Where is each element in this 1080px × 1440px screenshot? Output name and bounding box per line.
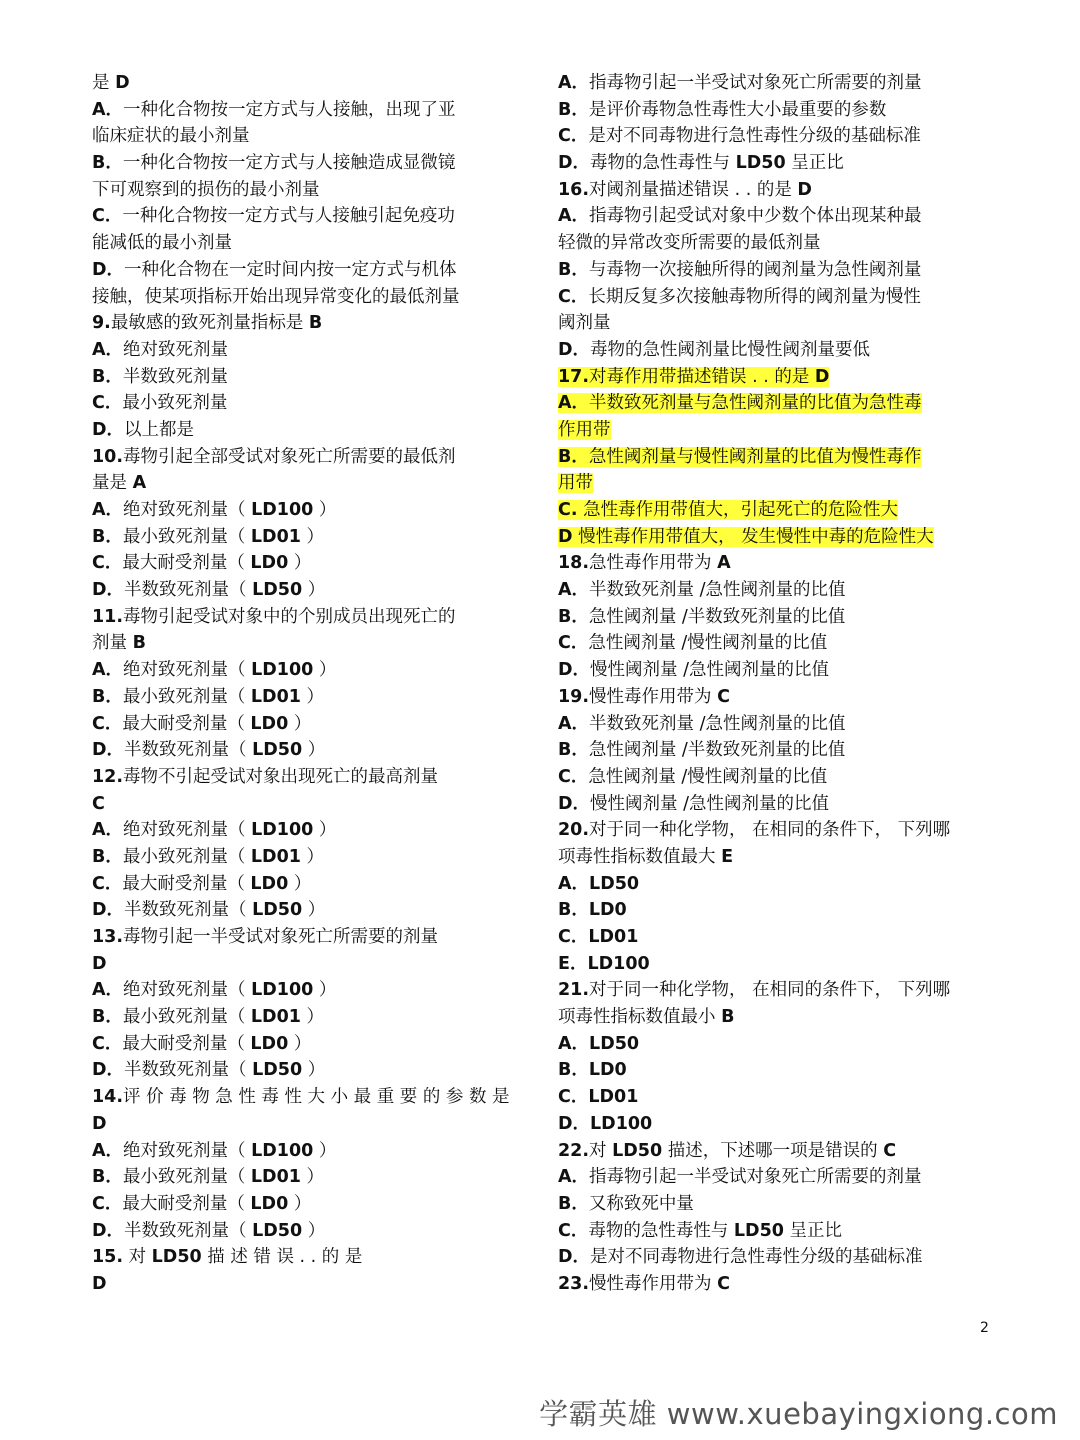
- text-line: [558, 630, 988, 657]
- text-line-content: B．急性阈剂量与慢性阈剂量的比值为慢性毒作: [558, 446, 922, 467]
- text-line-content: 阈剂量: [558, 313, 611, 334]
- text-line-content: B．最小致死剂量（ LD01 ）: [92, 1007, 325, 1028]
- text-line: [92, 1084, 522, 1111]
- text-line-content: C．最大耐受剂量（ LD0 ）: [92, 873, 312, 894]
- text-line: [558, 791, 988, 818]
- text-line-content: A．半数致死剂量 /急性阈剂量的比值: [558, 580, 846, 601]
- text-line-content: D: [92, 953, 107, 974]
- text-line: [558, 444, 988, 471]
- text-line-content: D．一种化合物在一定时间内按一定方式与机体: [92, 259, 457, 280]
- text-line: [558, 684, 988, 711]
- text-line: [558, 123, 988, 150]
- text-line: [558, 337, 988, 364]
- text-line: [558, 1111, 988, 1138]
- right-column: [558, 70, 988, 1298]
- text-line-content: C．LD01: [558, 927, 639, 947]
- text-line-content: A．绝对致死剂量（ LD100 ）: [92, 1140, 337, 1161]
- text-line: [558, 577, 988, 604]
- text-line-content: D: [92, 1113, 107, 1134]
- text-line: [558, 497, 988, 524]
- text-line: [92, 577, 522, 604]
- text-line-content: 14.评 价 毒 物 急 性 毒 性 大 小 最 重 要 的 参 数 是: [92, 1087, 510, 1108]
- text-line-content: A．绝对致死剂量（ LD100 ）: [92, 500, 337, 520]
- text-line-content: B．最小致死剂量（ LD01 ）: [92, 846, 325, 867]
- text-line-content: A．绝对致死剂量: [92, 339, 229, 360]
- text-line-content: C．最大耐受剂量（ LD0 ）: [92, 553, 312, 574]
- text-line: [92, 310, 522, 337]
- text-line: [558, 230, 988, 257]
- text-line-content: 下可观察到的损伤的最小剂量: [92, 179, 320, 200]
- text-line-content: D．半数致死剂量（ LD50 ）: [92, 1060, 326, 1081]
- text-line: [92, 844, 522, 871]
- text-line: [92, 977, 522, 1004]
- text-line-content: A．LD50: [558, 873, 640, 894]
- text-line-content: 剂量 B: [92, 633, 146, 654]
- watermark: 学霸英雄 www.xuebayingxiong.com: [539, 1397, 1058, 1431]
- text-line: [558, 897, 988, 924]
- text-line: [92, 524, 522, 551]
- text-line: [558, 177, 988, 204]
- text-line-content: C．急性阈剂量 /慢性阈剂量的比值: [558, 766, 828, 787]
- text-line: [92, 1244, 522, 1271]
- text-line-content: A．一种化合物按一定方式与人接触，出现了亚: [92, 99, 456, 120]
- text-line-content: B．是评价毒物急性毒性大小最重要的参数: [558, 99, 887, 120]
- text-line: [558, 977, 988, 1004]
- text-line-content: 22.对 LD50 描述，下述哪一项是错误的 C: [558, 1140, 897, 1161]
- text-line: [558, 1191, 988, 1218]
- text-line: [558, 1057, 988, 1084]
- text-line: [558, 364, 988, 391]
- text-line-content: D．以上都是: [92, 419, 195, 440]
- text-line: [92, 97, 522, 124]
- text-line-content: 15. 对 LD50 描 述 错 误 . . 的 是: [92, 1247, 363, 1268]
- text-line-content: D．毒物的急性阈剂量比慢性阈剂量要低: [558, 339, 871, 360]
- text-line-content: 21.对于同一种化学物， 在相同的条件下， 下列哪: [558, 980, 951, 1001]
- text-line-content: B．最小致死剂量（ LD01 ）: [92, 526, 325, 547]
- text-line-content: 10.毒物引起全部受试对象死亡所需要的最低剂: [92, 446, 456, 467]
- text-line: [558, 1031, 988, 1058]
- text-line: [92, 470, 522, 497]
- text-line-content: B．急性阈剂量 /半数致死剂量的比值: [558, 740, 846, 761]
- text-line: [558, 1244, 988, 1271]
- text-line-content: 20.对于同一种化学物， 在相同的条件下， 下列哪: [558, 820, 951, 841]
- text-line: [558, 657, 988, 684]
- text-line: [558, 951, 988, 978]
- text-line: [558, 310, 988, 337]
- text-line: [92, 711, 522, 738]
- text-line-content: C．LD01: [558, 1087, 639, 1108]
- text-line: [558, 764, 988, 791]
- text-line-content: C: [92, 793, 105, 814]
- page-number: 2: [980, 1320, 989, 1336]
- text-line-content: D．半数致死剂量（ LD50 ）: [92, 580, 326, 601]
- text-line: [92, 791, 522, 818]
- text-line-content: D．半数致死剂量（ LD50 ）: [92, 900, 326, 921]
- text-line: [92, 177, 522, 204]
- text-line-content: 项毒性指标数值最小 B: [558, 1007, 735, 1028]
- text-line-content: C．急性阈剂量 /慢性阈剂量的比值: [558, 633, 828, 654]
- text-line-content: 接触，使某项指标开始出现异常变化的最低剂量: [92, 286, 460, 307]
- text-line: [558, 737, 988, 764]
- text-line: [558, 417, 988, 444]
- text-line-content: D．毒物的急性毒性与 LD50 呈正比: [558, 153, 844, 174]
- text-line-content: 量是 A: [92, 473, 147, 494]
- text-line: [558, 1164, 988, 1191]
- text-line-content: 12.毒物不引起受试对象出现死亡的最高剂量: [92, 766, 439, 787]
- text-line-content: B．一种化合物按一定方式与人接触造成显微镜: [92, 153, 456, 174]
- text-line: [558, 257, 988, 284]
- text-line-content: A．指毒物引起一半受试对象死亡所需要的剂量: [558, 1167, 922, 1188]
- text-line-content: 11.毒物引起受试对象中的个别成员出现死亡的: [92, 606, 456, 627]
- text-line: [558, 390, 988, 417]
- text-line: [92, 1191, 522, 1218]
- text-line: [92, 417, 522, 444]
- text-line: [92, 684, 522, 711]
- text-line-content: B．与毒物一次接触所得的阈剂量为急性阈剂量: [558, 259, 922, 280]
- text-line-content: A．绝对致死剂量（ LD100 ）: [92, 820, 337, 841]
- text-line: [92, 1031, 522, 1058]
- text-line: [558, 524, 988, 551]
- text-line-content: B．最小致死剂量（ LD01 ）: [92, 1167, 325, 1188]
- text-line: [92, 1138, 522, 1165]
- text-line-content: C．最大耐受剂量（ LD0 ）: [92, 1033, 312, 1054]
- text-line: [558, 871, 988, 898]
- text-line: [92, 604, 522, 631]
- text-line: [92, 1218, 522, 1245]
- text-line: [92, 1004, 522, 1031]
- text-line: [92, 657, 522, 684]
- text-line-content: D．慢性阈剂量 /急性阈剂量的比值: [558, 793, 829, 814]
- text-line-content: D 慢性毒作用带值大， 发生慢性中毒的危险性大: [558, 526, 934, 547]
- text-line: [558, 1218, 988, 1245]
- text-line: [558, 711, 988, 738]
- text-line: [92, 284, 522, 311]
- text-line: [92, 257, 522, 284]
- text-line: [92, 764, 522, 791]
- text-line-content: C．毒物的急性毒性与 LD50 呈正比: [558, 1220, 843, 1241]
- text-line-content: B．急性阈剂量 /半数致死剂量的比值: [558, 606, 846, 627]
- text-line-content: 用带: [558, 473, 593, 494]
- text-line-content: D．半数致死剂量（ LD50 ）: [92, 1220, 326, 1241]
- text-line-content: C．是对不同毒物进行急性毒性分级的基础标准: [558, 126, 921, 147]
- text-line-content: B．LD0: [558, 1060, 627, 1081]
- text-line: [92, 497, 522, 524]
- text-line-content: 17.对毒作用带描述错误 . . 的是 D: [558, 366, 830, 387]
- text-line: [92, 123, 522, 150]
- text-line-content: C. 急性毒作用带值大，引起死亡的危险性大: [558, 500, 899, 520]
- text-line-content: 23.慢性毒作用带为 C: [558, 1273, 730, 1294]
- text-line-content: 是 D: [92, 73, 130, 93]
- text-line-content: 临床症状的最小剂量: [92, 126, 250, 147]
- text-line: [92, 897, 522, 924]
- text-line: [92, 871, 522, 898]
- text-line: [558, 1138, 988, 1165]
- text-line-content: B．最小致死剂量（ LD01 ）: [92, 686, 325, 707]
- text-line-content: B．半数致死剂量: [92, 366, 228, 387]
- text-line-content: A．绝对致死剂量（ LD100 ）: [92, 660, 337, 681]
- text-line: [92, 550, 522, 577]
- text-line-content: A．LD50: [558, 1033, 640, 1054]
- text-line-content: 13.毒物引起一半受试对象死亡所需要的剂量: [92, 927, 439, 947]
- text-line-content: C．最小致死剂量: [92, 393, 228, 414]
- text-line: [92, 951, 522, 978]
- text-line-content: B．又称致死中量: [558, 1193, 694, 1214]
- text-line: [558, 203, 988, 230]
- text-line: [92, 70, 522, 97]
- text-line-content: 19.慢性毒作用带为 C: [558, 686, 730, 707]
- text-line-content: B．LD0: [558, 900, 627, 921]
- text-line: [92, 630, 522, 657]
- text-line-content: 作用带: [558, 419, 611, 440]
- text-line: [558, 550, 988, 577]
- text-line-content: D．LD100: [558, 1113, 653, 1134]
- text-line-content: C．长期反复多次接触毒物所得的阈剂量为慢性: [558, 286, 921, 307]
- text-line: [558, 844, 988, 871]
- text-line: [92, 924, 522, 951]
- text-line: [92, 390, 522, 417]
- text-line: [92, 737, 522, 764]
- text-line-content: A．半数致死剂量与急性阈剂量的比值为急性毒: [558, 393, 922, 414]
- text-line: [92, 817, 522, 844]
- text-line: [558, 470, 988, 497]
- text-line: [92, 1111, 522, 1138]
- text-line: [92, 1164, 522, 1191]
- text-line-content: A．半数致死剂量 /急性阈剂量的比值: [558, 713, 846, 734]
- text-line: [558, 150, 988, 177]
- text-line-content: D．慢性阈剂量 /急性阈剂量的比值: [558, 660, 829, 681]
- text-line: [92, 1057, 522, 1084]
- text-line-content: A．指毒物引起一半受试对象死亡所需要的剂量: [558, 73, 922, 93]
- text-line-content: A．指毒物引起受试对象中少数个体出现某种最: [558, 206, 922, 227]
- text-line-content: E．LD100: [558, 953, 650, 974]
- text-line: [92, 203, 522, 230]
- left-column: [92, 70, 522, 1298]
- text-line-content: 16.对阈剂量描述错误 . . 的是 D: [558, 179, 812, 200]
- text-line-content: 项毒性指标数值最大 E: [558, 846, 734, 867]
- text-line: [558, 924, 988, 951]
- text-line-content: C．一种化合物按一定方式与人接触引起免疫功: [92, 206, 455, 227]
- text-line-content: D．是对不同毒物进行急性毒性分级的基础标准: [558, 1247, 923, 1268]
- text-line-content: A．绝对致死剂量（ LD100 ）: [92, 980, 337, 1001]
- text-line: [558, 1084, 988, 1111]
- text-line-content: D: [92, 1273, 107, 1294]
- text-line: [558, 817, 988, 844]
- text-line-content: C．最大耐受剂量（ LD0 ）: [92, 1193, 312, 1214]
- text-line: [92, 150, 522, 177]
- text-line-content: C．最大耐受剂量（ LD0 ）: [92, 713, 312, 734]
- text-line: [92, 337, 522, 364]
- text-line-content: 轻微的异常改变所需要的最低剂量: [558, 233, 821, 254]
- text-line: [558, 284, 988, 311]
- text-line-content: 18.急性毒作用带为 A: [558, 553, 731, 574]
- text-line: [92, 230, 522, 257]
- text-line: [92, 364, 522, 391]
- text-line: [558, 604, 988, 631]
- text-line: [558, 1004, 988, 1031]
- text-line: [92, 444, 522, 471]
- text-line: [558, 1271, 988, 1298]
- text-line-content: 9.最敏感的致死剂量指标是 B: [92, 313, 323, 334]
- text-line-content: D．半数致死剂量（ LD50 ）: [92, 740, 326, 761]
- text-line: [558, 97, 988, 124]
- text-line-content: 能减低的最小剂量: [92, 233, 232, 254]
- text-line: [558, 70, 988, 97]
- text-line: [92, 1271, 522, 1298]
